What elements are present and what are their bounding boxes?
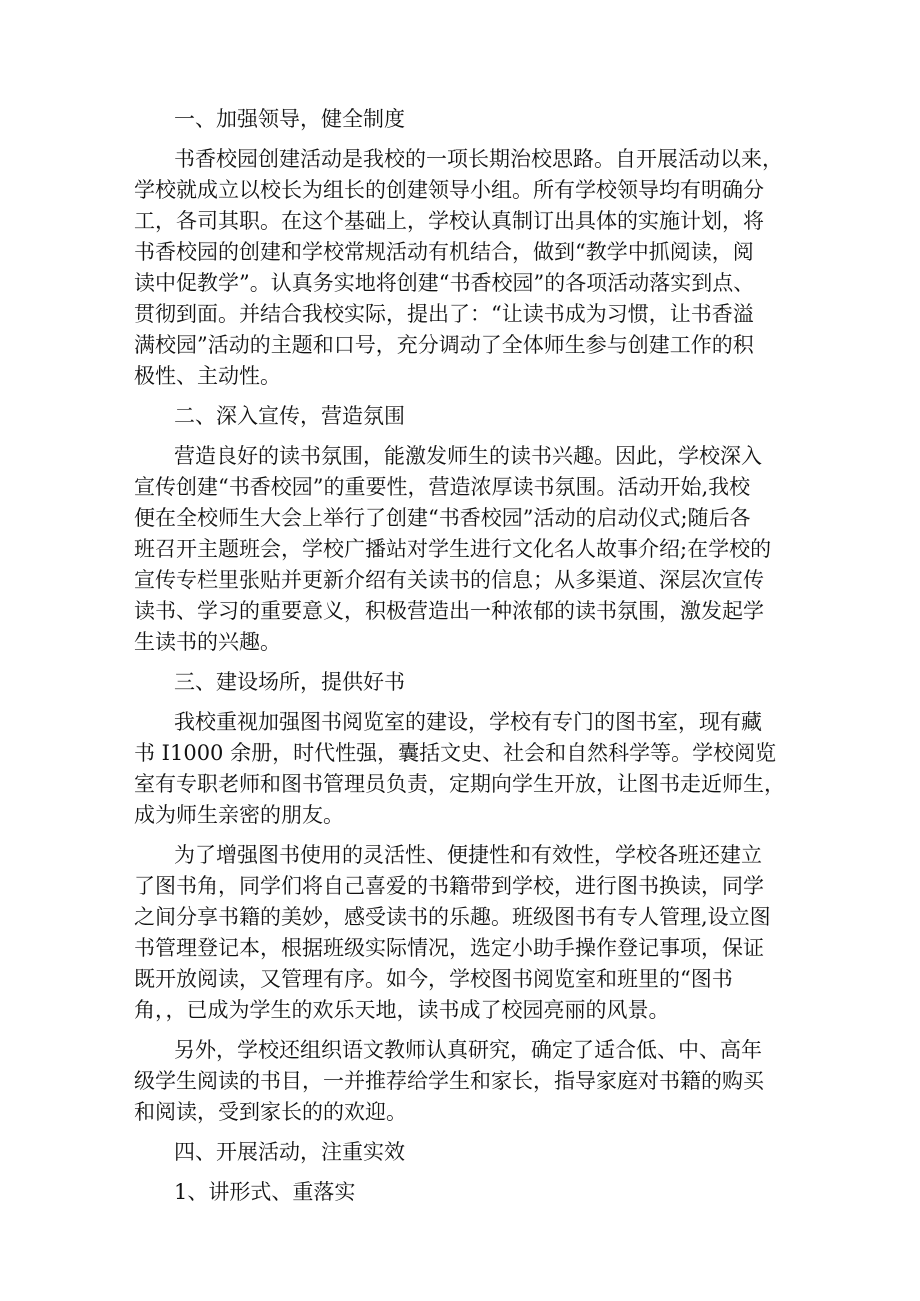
paragraph-line: 和阅读，受到家长的的欢迎。	[134, 1100, 407, 1124]
paragraph-line: 室有专职老师和图书管理员负责，定期向学生开放，让图书走近师生，	[134, 772, 785, 796]
paragraph-line: 为了增强图书使用的灵活性、便捷性和有效性，学校各班还建立	[174, 843, 762, 867]
paragraph-line: 便在全校师生大会上举行了创建“书香校园”活动的启动仪式;随后各	[134, 506, 751, 530]
section-heading-4: 四、开展活动，注重实效	[174, 1140, 405, 1164]
paragraph-line: 读中促教学”。认真务实地将创建“书香校园”的各项活动落实到点、	[134, 271, 755, 295]
subsection-heading-1: 1、讲形式、重落实	[174, 1180, 356, 1204]
paragraph-line: 书管理登记本，根据班级实际情况，选定小助手操作登记事项，保证	[134, 936, 764, 960]
paragraph-line: 级学生阅读的书目，一并推荐给学生和家长，指导家庭对书籍的购买	[134, 1069, 764, 1093]
paragraph-line: 贯彻到面。并结合我校实际，提出了：“让读书成为习惯，让书香溢	[134, 302, 754, 326]
paragraph-line: 成为师生亲密的朋友。	[134, 803, 344, 827]
paragraph-line: 书 I1000 余册，时代性强，囊括文史、社会和自然科学等。学校阅览	[134, 741, 777, 765]
paragraph-line: 读书、学习的重要意义，积极营造出一种浓郁的读书氛围，激发起学	[134, 599, 764, 623]
section-heading-1: 一、加强领导，健全制度	[174, 107, 405, 131]
paragraph-line: 营造良好的读书氛围，能激发师生的读书兴趣。因此，学校深入	[174, 444, 762, 468]
paragraph-line: 了图书角，同学们将自己喜爱的书籍带到学校，进行图书换读，同学	[134, 874, 764, 898]
paragraph-line: 满校园”活动的主题和口号，充分调动了全体师生参与创建工作的积	[134, 333, 754, 357]
paragraph-line: 极性、主动性。	[134, 364, 281, 388]
section-heading-3: 三、建设场所，提供好书	[174, 670, 405, 694]
paragraph-line: 工，各司其职。在这个基础上，学校认真制订出具体的实施计划，将	[134, 209, 764, 233]
paragraph-line: 书香校园的创建和学校常规活动有机结合，做到“教学中抓阅读，阅	[134, 240, 754, 264]
paragraph-line: 生读书的兴趣。	[134, 630, 281, 654]
paragraph-line: 既开放阅读，又管理有序。如今，学校图书阅览室和班里的“图书	[134, 967, 733, 991]
paragraph-line: 学校就成立以校长为组长的创建领导小组。所有学校领导均有明确分	[134, 178, 764, 202]
paragraph-line: 宣传专栏里张贴并更新介绍有关读书的信息；从多渠道、深层次宣传	[134, 568, 764, 592]
paragraph-line: 我校重视加强图书阅览室的建设，学校有专门的图书室，现有藏	[174, 710, 762, 734]
paragraph-line: 角，，已成为学生的欢乐天地，读书成了校园亮丽的风景。	[134, 998, 670, 1022]
paragraph-line: 宣传创建“书香校园”的重要性，营造浓厚读书氛围。活动开始,我校	[134, 475, 751, 499]
section-heading-2: 二、深入宣传，营造氛围	[174, 404, 405, 428]
paragraph-line: 班召开主题班会，学校广播站对学生进行文化名人故事介绍;在学校的	[134, 537, 772, 561]
paragraph-line: 之间分享书籍的美妙，感受读书的乐趣。班级图书有专人管理,设立图	[134, 905, 771, 929]
paragraph-line: 书香校园创建活动是我校的一项长期治校思路。自开展活动以来，	[174, 147, 783, 171]
paragraph-line: 另外，学校还组织语文教师认真研究，确定了适合低、中、高年	[174, 1038, 762, 1062]
